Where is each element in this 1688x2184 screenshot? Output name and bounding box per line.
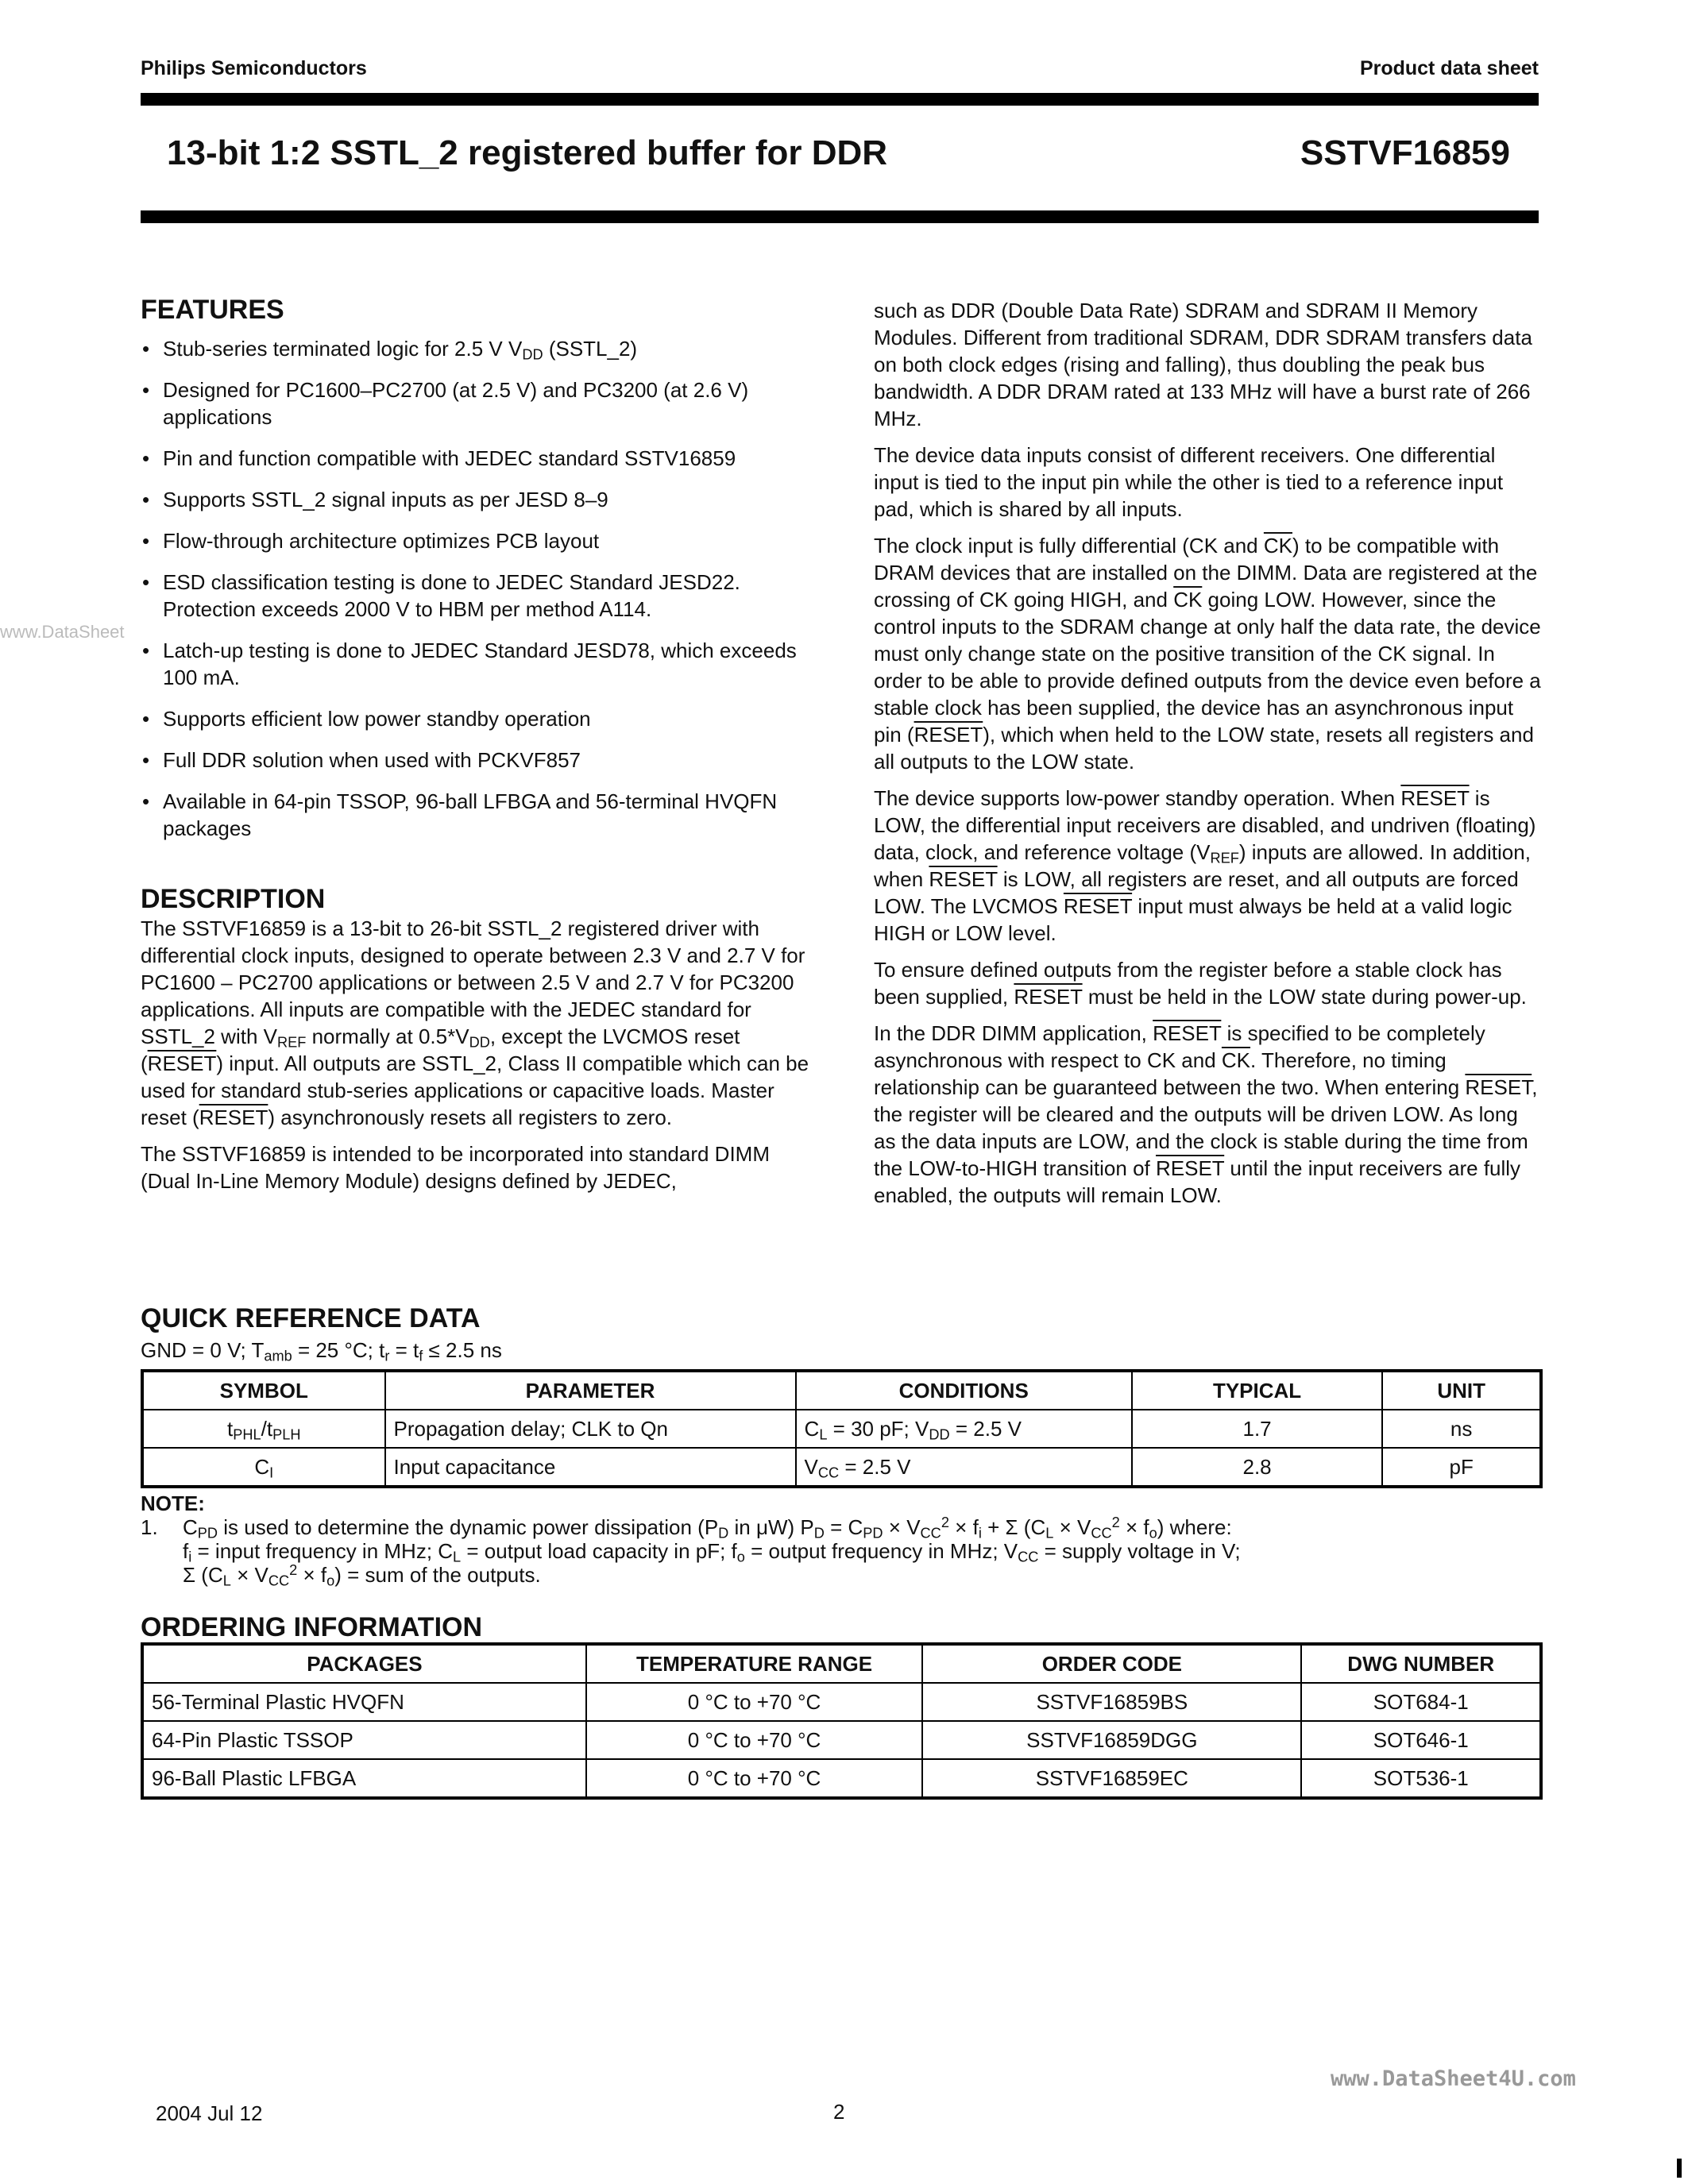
col-header: DWG NUMBER bbox=[1301, 1644, 1541, 1683]
dwg-cell: SOT646-1 bbox=[1301, 1721, 1541, 1759]
title-rule bbox=[141, 210, 1539, 223]
list-item: • Supports efficient low power standby operation bbox=[142, 707, 591, 731]
col-header: SYMBOL bbox=[142, 1371, 385, 1410]
description-para-2: The SSTVF16859 is intended to be incorporated into standard DIMM (Dual In-Line Memory Module) designs defined by JEDEC, bbox=[141, 1142, 770, 1193]
note-line-3: Σ $(C_L \times V_{CC}^2 \times f_o)$ = sum of the outputs. bbox=[183, 1561, 541, 1589]
quick-ref-table bbox=[141, 1369, 1543, 1488]
temp-cell: 0 °C to +70 °C bbox=[586, 1683, 922, 1721]
footer-date: 2004 Jul 12 bbox=[156, 2101, 263, 2125]
doc-type: Product data sheet bbox=[1359, 57, 1539, 79]
conditions-cell: $C_L = 30$ pF; $V_{DD} = 2.5$ V bbox=[796, 1410, 1132, 1448]
list-item: • Stub-series terminated logic for 2.5 V $V_{DD}$ (SSTL_2) bbox=[142, 337, 638, 363]
table-row bbox=[142, 1759, 1541, 1798]
footer-watermark: www.DataSheet4U.com bbox=[1331, 2066, 1576, 2091]
list-item: • Full DDR solution when used with PCKVF857 bbox=[142, 748, 581, 772]
list-item: • Available in 64-pin TSSOP, 96-ball LFBGA and 56-terminal HVQFN packages bbox=[142, 789, 778, 840]
table-header-row bbox=[142, 1371, 1541, 1410]
company-name: Philips Semiconductors bbox=[141, 57, 367, 79]
note-number: 1. bbox=[141, 1515, 158, 1539]
list-item: • Designed for PC1600–PC2700 (at 2.5 V) and PC3200 (at 2.6 V) applications bbox=[142, 378, 749, 429]
symbol-cell: $t_{PHL}/t_{PLH}$ bbox=[142, 1410, 385, 1448]
quick-ref-heading: QUICK REFERENCE DATA bbox=[141, 1303, 481, 1333]
right-para-6: In the DDR DIMM application, RESET is specified to be completely asynchronous with respect to CK and $\overline{CK}$. Therefore, no timing relationship can be guaranteed between the two. When entering RESET, the register will be cleared and the outputs will be driven LOW. As long as the data inputs are LOW, and the clock is stable during the time from the LOW-to-HIGH transition of RESET until the input receivers are fully enabled, the outputs will remain LOW. bbox=[874, 1021, 1538, 1207]
typical-cell: 2.8 bbox=[1132, 1448, 1382, 1487]
list-item: • Pin and function compatible with JEDEC standard SSTV16859 bbox=[142, 446, 736, 470]
col-header: TYPICAL bbox=[1132, 1371, 1382, 1410]
list-item: • Latch-up testing is done to JEDEC Standard JESD78, which exceeds 100 mA. bbox=[142, 639, 797, 689]
conditions-cell: $V_{CC} = 2.5$ V bbox=[796, 1448, 1132, 1487]
note-text bbox=[183, 1515, 1533, 1587]
order-code-cell: SSTVF16859DGG bbox=[922, 1721, 1301, 1759]
right-para-2: The device data inputs consist of different receivers. One differential input is tied to the input pin while the other is tied to a reference input pad, which is shared by all inputs. bbox=[874, 443, 1504, 521]
package-cell: 56-Terminal Plastic HVQFN bbox=[142, 1683, 586, 1721]
unit-cell: pF bbox=[1382, 1448, 1541, 1487]
features-list bbox=[141, 335, 816, 842]
dwg-cell: SOT684-1 bbox=[1301, 1683, 1541, 1721]
page-number: 2 bbox=[833, 2100, 845, 2124]
col-header: PACKAGES bbox=[142, 1644, 586, 1683]
parameter-cell: Input capacitance bbox=[385, 1448, 796, 1487]
parameter-cell: Propagation delay; CLK to Qn bbox=[385, 1410, 796, 1448]
col-header: UNIT bbox=[1382, 1371, 1541, 1410]
list-item: • ESD classification testing is done to JEDEC Standard JESD22. Protection exceeds 2000 V to HBM per method A114. bbox=[142, 570, 740, 621]
features-heading: FEATURES bbox=[141, 295, 284, 325]
part-number: SSTVF16859 bbox=[1300, 133, 1510, 172]
ordering-table bbox=[141, 1642, 1543, 1800]
col-header: PARAMETER bbox=[385, 1371, 796, 1410]
ordering-heading: ORDERING INFORMATION bbox=[141, 1612, 483, 1642]
package-cell: 96-Ball Plastic LFBGA bbox=[142, 1759, 586, 1798]
right-para-3: The clock input is fully differential (CK and $\overline{CK}$) to be compatible with DRAM devices that are installed on the DIMM. Data are registered at the crossing of CK going HIGH, and $\overline{CK}$ going LOW. However, since the control inputs to the SDRAM change at only half the data rate, the device must only change state on the positive transition of the CK signal. In order to be able to provide defined outputs from the device even before a stable clock has been supplied, the device has an asynchronous input pin (RESET), which when held to the LOW state, resets all registers and all outputs to the LOW state. bbox=[874, 534, 1541, 774]
description-para-1: The SSTVF16859 is a 13-bit to 26-bit SSTL_2 registered driver with differential clock inputs, designed to operate between 2.3 V and 2.7 V for PC1600 – PC2700 applications or between 2.5 V and 2.7 V for PC3200 applications. All inputs are compatible with the JEDEC standard for SSTL_2 with $V_{REF}$ normally at $0.5*V_{DD}$, except the LVCMOS reset (RESET) input. All outputs are SSTL_2, Class II compatible which can be used for standard stub-series applications or capacitive loads. Master reset (RESET) asynchronously resets all registers to zero. bbox=[141, 916, 809, 1129]
page-title: 13-bit 1:2 SSTL_2 registered buffer for DDR bbox=[167, 133, 888, 172]
note-line-1: $C_{PD}$ is used to determine the dynamic power dissipation ($P_D$ in μW) $P_D = C_{PD} \times V_{CC}^2 \times f_i + \Sigma$ $(C_L \times V_{CC}^2 \times f_o)$ where: bbox=[183, 1514, 1232, 1542]
header-rule bbox=[141, 93, 1539, 106]
corner-mark bbox=[1677, 2159, 1682, 2178]
right-para-4: The device supports low-power standby operation. When RESET is LOW, the differential input receivers are disabled, and undriven (floating) data, clock, and reference voltage $(V_{REF})$ inputs are allowed. In addition, when RESET is LOW, all registers are reset, and all outputs are forced LOW. The LVCMOS RESET input must always be held at a valid logic HIGH or LOW level. bbox=[874, 786, 1536, 945]
table-row bbox=[142, 1683, 1541, 1721]
order-code-cell: SSTVF16859BS bbox=[922, 1683, 1301, 1721]
col-header: CONDITIONS bbox=[796, 1371, 1132, 1410]
typical-cell: 1.7 bbox=[1132, 1410, 1382, 1448]
description-heading: DESCRIPTION bbox=[141, 884, 326, 914]
right-para-5: To ensure defined outputs from the register before a stable clock has been supplied, RESET must be held in the LOW state during power-up. bbox=[874, 958, 1527, 1009]
quick-ref-conditions: GND = 0 V; $T_{amb} = 25$ °C; $t_r = t_f \le 2.5$ ns bbox=[141, 1338, 502, 1364]
list-item: • Supports SSTL_2 signal inputs as per JESD 8–9 bbox=[142, 488, 608, 511]
right-column bbox=[874, 297, 1541, 1218]
table-header-row bbox=[142, 1644, 1541, 1683]
package-cell: 64-Pin Plastic TSSOP bbox=[142, 1721, 586, 1759]
temp-cell: 0 °C to +70 °C bbox=[586, 1721, 922, 1759]
unit-cell: ns bbox=[1382, 1410, 1541, 1448]
col-header: ORDER CODE bbox=[922, 1644, 1301, 1683]
note-line-2: $f_i$ = input frequency in MHz; $C_L$ = output load capacity in pF; $f_o$ = output frequency in MHz; $V_{CC}$ = supply voltage in V; bbox=[183, 1539, 1241, 1565]
table-row bbox=[142, 1448, 1541, 1487]
order-code-cell: SSTVF16859EC bbox=[922, 1759, 1301, 1798]
table-row bbox=[142, 1410, 1541, 1448]
table-row bbox=[142, 1721, 1541, 1759]
symbol-cell: $C_I$ bbox=[142, 1448, 385, 1487]
right-para-1: such as DDR (Double Data Rate) SDRAM and SDRAM II Memory Modules. Different from traditional SDRAM, DDR SDRAM transfers data on both clock edges (rising and falling), thus doubling the peak bus bandwidth. A DDR DRAM rated at 133 MHz will have a burst rate of 266 MHz. bbox=[874, 299, 1532, 430]
note-label: NOTE: bbox=[141, 1491, 205, 1515]
col-header: TEMPERATURE RANGE bbox=[586, 1644, 922, 1683]
temp-cell: 0 °C to +70 °C bbox=[586, 1759, 922, 1798]
left-column bbox=[141, 294, 816, 1204]
dwg-cell: SOT536-1 bbox=[1301, 1759, 1541, 1798]
list-item: • Flow-through architecture optimizes PCB layout bbox=[142, 529, 600, 553]
side-watermark: www.DataSheet bbox=[0, 622, 125, 642]
